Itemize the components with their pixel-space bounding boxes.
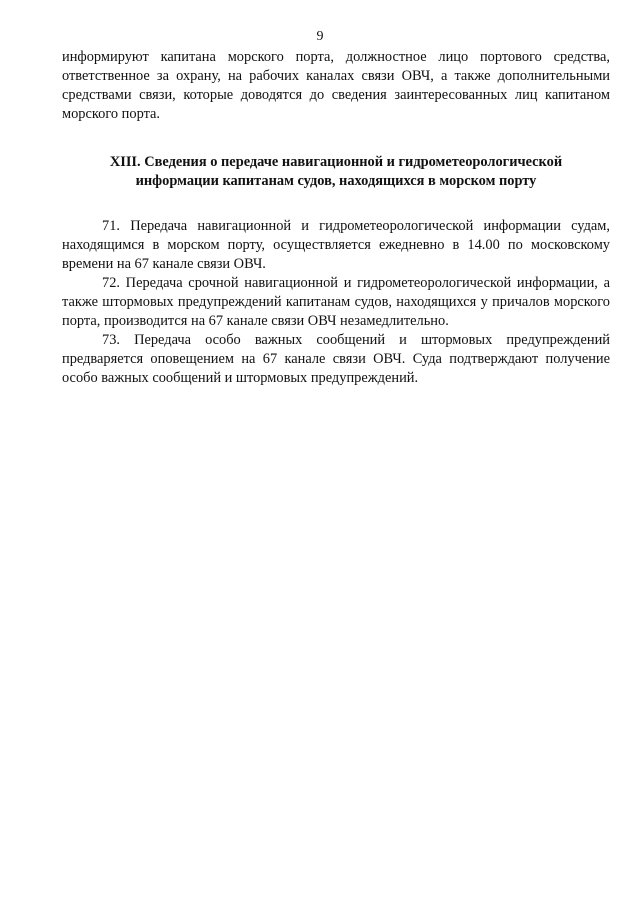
paragraph-73: 73. Передача особо важных сообщений и штормовых предупреждений предваряется оповещением на 67 канале связи ОВЧ. Суда подтверждают получение особо важных сообщений и штормовых предупреждений. <box>62 332 610 386</box>
section-heading <box>62 153 610 191</box>
section-heading-line-2: информации капитанам судов, находящихся в морском порту <box>135 173 537 189</box>
intro-text <box>62 48 610 124</box>
paragraph-72: 72. Передача срочной навигационной и гидрометеорологической информации, а также штормовых предупреждений капитанам судов, находящихся у причалов морского порта, производится на 67 канале связи ОВЧ незамедлительно. <box>62 275 610 329</box>
section-heading-line-1: XIII. Сведения о передаче навигационной и гидрометеорологической <box>109 154 563 170</box>
paragraph-71: 71. Передача навигационной и гидрометеорологической информации судам, находящимся в морском порту, осуществляется ежедневно в 14.00 по московскому времени на 67 канале связи ОВЧ. <box>62 218 610 272</box>
page-number: 9 <box>316 29 324 44</box>
section-body <box>62 217 610 388</box>
intro-paragraph: информируют капитана морского порта, должностное лицо портового средства, ответственное за охрану, на рабочих каналах связи ОВЧ, а также дополнительными средствами связи, которые доводятся до сведения заинтересованных лиц капитаном морского порта. <box>62 49 610 122</box>
